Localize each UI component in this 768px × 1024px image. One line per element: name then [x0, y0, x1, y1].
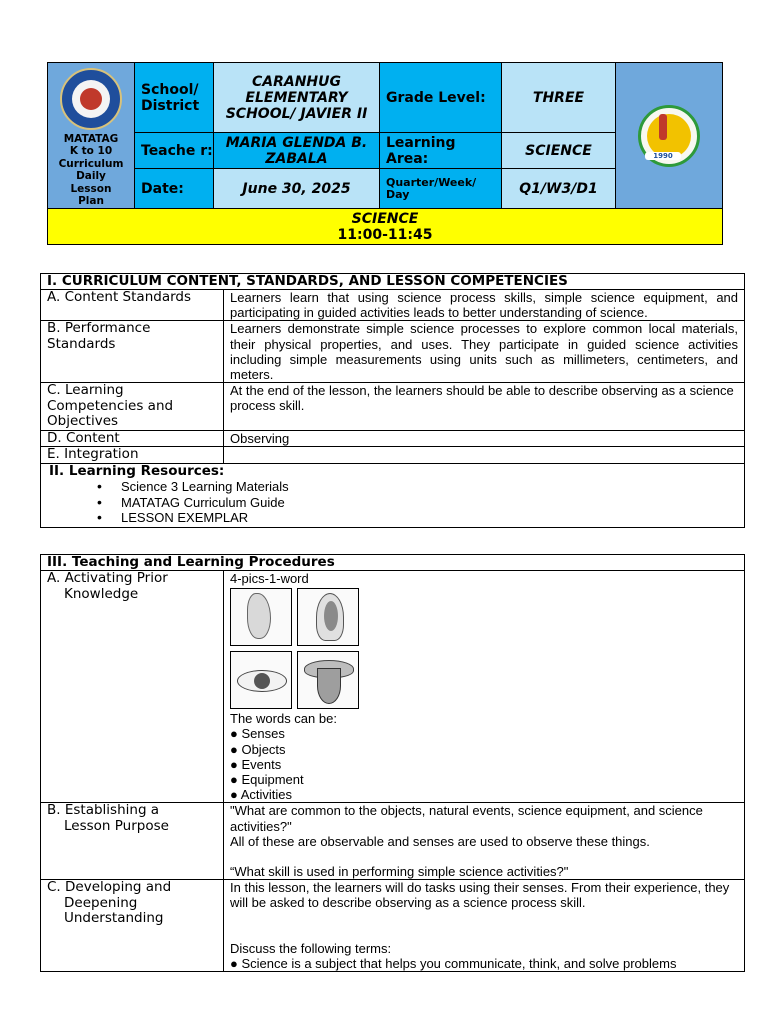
integration-text: [224, 447, 745, 464]
teacher-label: Teache r:: [135, 133, 214, 169]
learning-area-value: SCIENCE: [502, 133, 616, 169]
performance-standards-text: Learners demonstrate simple science processes to explore common local materials, their physical properties, and uses. They participate in guided science activities including simple measurements using units such as millimeters, centimeters, and meters.: [224, 321, 745, 383]
content-text: Observing: [224, 430, 745, 447]
developing-paragraph-2: Discuss the following terms:: [230, 940, 392, 956]
nose-icon: [247, 593, 271, 639]
lesson-purpose-label: B. Establishing a Lesson Purpose: [41, 803, 224, 880]
list-item: • Science 3 Learning Materials: [97, 479, 738, 495]
section-3-title: III. Teaching and Learning Procedures: [41, 555, 745, 571]
learning-competencies-text: At the end of the lesson, the learners should be able to describe observing as a science process skill.: [224, 383, 745, 431]
developing-understanding-label: C. Developing and Deepening Understanding: [41, 880, 224, 972]
words-intro: The words can be:: [230, 711, 337, 727]
school-seal-year: 1990: [645, 152, 681, 160]
school-value: CARANHUG ELEMENTARY SCHOOL/ JAVIER II: [214, 63, 380, 133]
learning-area-label: Learning Area:: [380, 133, 502, 169]
list-item: • LESSON EXEMPLAR: [97, 510, 738, 526]
game-title: 4-pics-1-word: [230, 571, 309, 586]
date-value: June 30, 2025: [214, 169, 380, 209]
list-item: ● Equipment: [230, 772, 304, 788]
eye-picture: [230, 651, 292, 709]
deped-logo-cell: [48, 63, 135, 209]
subject-banner: [48, 209, 723, 245]
developing-understanding-content: [224, 880, 745, 972]
developing-paragraph-1: In this lesson, the learners will do tasks using their senses. From their experience, they will be asked to describe observing as a science process skill.: [230, 880, 730, 911]
list-item: ● Events: [230, 756, 282, 772]
content-label: D. Content: [41, 430, 224, 447]
nose-picture: [230, 588, 292, 646]
grade-label: Grade Level:: [380, 63, 502, 133]
quarter-week-day-value: Q1/W3/D1: [502, 169, 616, 209]
subject-title: SCIENCE: [351, 210, 419, 227]
resource-list: [47, 479, 738, 526]
tongue-picture: [297, 651, 359, 709]
school-label: School/ District: [135, 63, 214, 133]
school-seal-icon: [638, 105, 700, 167]
teacher-value: MARIA GLENDA B. ZABALA: [214, 133, 380, 169]
lesson-plan-header: [47, 62, 723, 245]
learning-resources-title: II. Learning Resources:: [49, 462, 225, 479]
procedures-section: [40, 554, 745, 972]
purpose-question-2: “What skill is used in performing simple science activities?": [230, 864, 569, 880]
header-caption: MATATAG K to 10 Curriculum Daily Lesson Plan: [58, 132, 124, 207]
list-item: ● Senses: [230, 726, 285, 742]
purpose-question-1: "What are common to the objects, natural events, science equipment, and science activities?": [230, 803, 703, 834]
list-item: ● Objects: [230, 741, 286, 757]
integration-label: E. Integration: [41, 447, 224, 464]
content-standards-text: Learners learn that using science process skills, simple science equipment, and participating in guided activities leads to better understanding of science.: [224, 290, 745, 321]
purpose-answer-1: All of these are observable and senses are used to observe these things.: [230, 833, 650, 849]
date-label: Date:: [135, 169, 214, 209]
activating-prior-knowledge-label: A. Activating Prior Knowledge: [41, 571, 224, 803]
deped-seal-icon: [60, 68, 122, 130]
list-item: ● Activities: [230, 787, 293, 803]
curriculum-section: [40, 273, 745, 528]
content-standards-label: A. Content Standards: [41, 290, 224, 321]
four-pics-grid: [230, 588, 738, 709]
grade-value: THREE: [502, 63, 616, 133]
learning-competencies-label: C. Learning Competencies and Objectives: [41, 383, 224, 431]
developing-paragraph-3: ● Science is a subject that helps you communicate, think, and solve problems: [230, 955, 677, 971]
activating-prior-knowledge-content: [224, 571, 745, 803]
learning-resources: [41, 463, 745, 527]
ear-picture: [297, 588, 359, 646]
performance-standards-label: B. Performance Standards: [41, 321, 224, 383]
list-item: • MATATAG Curriculum Guide: [97, 495, 738, 511]
section-1-title: I. CURRICULUM CONTENT, STANDARDS, AND LESSON COMPETENCIES: [41, 274, 745, 290]
quarter-week-day-label: Quarter/Week/ Day: [380, 169, 502, 209]
school-logo-cell: [616, 63, 723, 209]
subject-time: 11:00-11:45: [337, 226, 433, 243]
lesson-purpose-content: [224, 803, 745, 880]
